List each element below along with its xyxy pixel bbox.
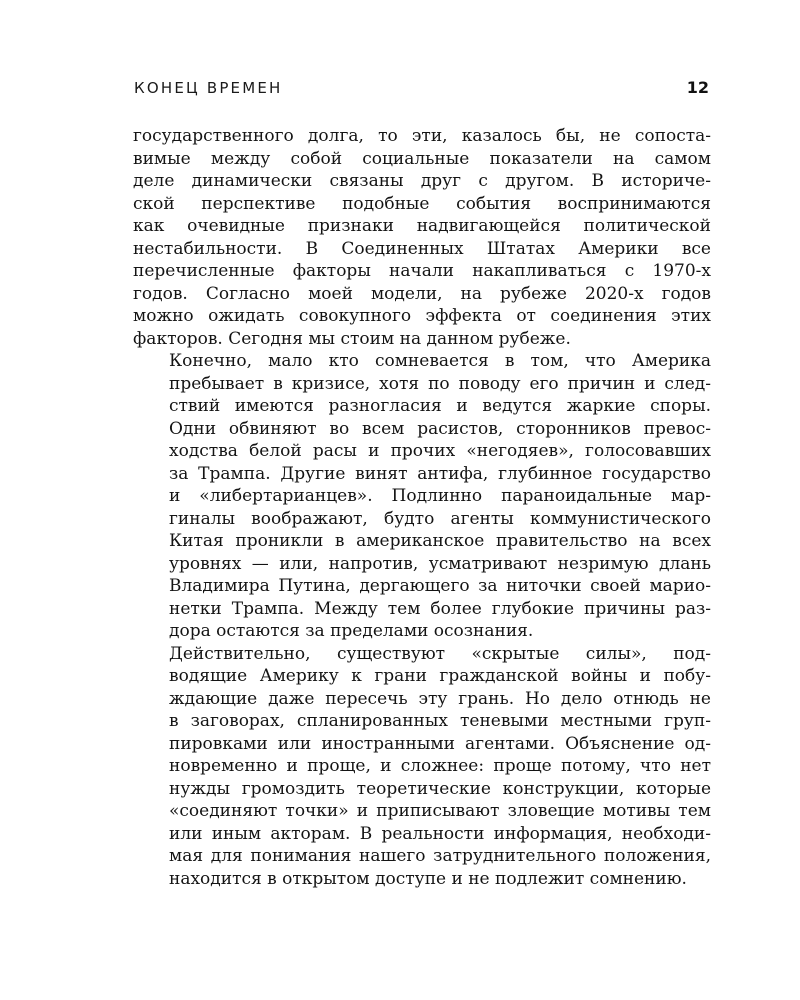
text-line: водящие Америку к грани гражданской войны и побу-: [169, 666, 711, 686]
text-line: ской перспективе подобные события воспринимаются: [133, 193, 711, 214]
text-line: гиналы воображают, будто агенты коммунистического: [169, 508, 711, 529]
text-line: годов. Согласно моей модели, на рубеже 2020-х годов: [133, 283, 711, 304]
paragraph: [133, 125, 711, 350]
paragraph: [133, 643, 711, 891]
text-line: можно ожидать совокупного эффекта от соединения этих: [133, 306, 711, 326]
page-number: 12: [686, 78, 709, 97]
text-line: Китая проникли в американское правительство на всех: [169, 531, 711, 551]
text-line: Конечно, мало кто сомневается в том, что Америка: [169, 351, 711, 371]
text-line: Действительно, существуют «скрытые силы», под-: [169, 643, 711, 664]
text-line: и «либертарианцев». Подлинно параноидальные мар-: [169, 486, 711, 506]
text-line: ждающие даже пересечь эту грань. Но дело отнюдь не: [169, 688, 711, 709]
text-line: факторов. Сегодня мы стоим на данном рубеже.: [133, 328, 571, 349]
text-line: как очевидные признаки надвигающейся политической: [133, 216, 711, 236]
text-line: уровнях — или, напротив, усматривают незримую длань: [169, 553, 711, 574]
body-text: [133, 125, 711, 890]
text-line: нужды громоздить теоретические конструкции, которые: [169, 778, 711, 799]
text-line: Одни обвиняют во всем расистов, сторонников превос-: [169, 418, 711, 439]
text-line: вимые между собой социальные показатели на самом: [133, 148, 711, 169]
text-line: ходства белой расы и прочих «негодяев», голосовавших: [169, 441, 711, 461]
text-line: «соединяют точки» и приписывают зловещие мотивы тем: [169, 801, 711, 821]
text-line: нетки Трампа. Между тем более глубокие причины раз-: [169, 598, 711, 619]
text-line: перечисленные факторы начали накапливаться с 1970-х: [133, 261, 711, 281]
running-title: КОНЕЦ ВРЕМЕН: [134, 79, 283, 97]
paragraph: [133, 350, 711, 643]
text-line: деле динамически связаны друг с другом. В историче-: [133, 171, 711, 191]
text-line: пировками или иностранными агентами. Объяснение од-: [169, 733, 711, 754]
text-line: мая для понимания нашего затруднительного положения,: [169, 846, 711, 866]
text-line: находится в открытом доступе и не подлежит сомнению.: [169, 868, 687, 889]
text-line: за Трампа. Другие винят антифа, глубинное государство: [169, 463, 711, 484]
text-line: ствий имеются разногласия и ведутся жаркие споры.: [169, 396, 711, 416]
text-line: Владимира Путина, дергающего за ниточки своей марио-: [169, 576, 711, 596]
text-line: пребывает в кризисе, хотя по поводу его причин и след-: [169, 373, 711, 394]
text-line: дора остаются за пределами осознания.: [169, 621, 534, 641]
text-line: новременно и проще, и сложнее: проще потому, что нет: [169, 756, 711, 776]
text-line: нестабильности. В Соединенных Штатах Америки все: [133, 238, 711, 259]
text-line: в заговорах, спланированных теневыми местными груп-: [169, 711, 711, 731]
text-line: или иным акторам. В реальности информация, необходи-: [169, 823, 711, 844]
text-line: государственного долга, то эти, казалось бы, не сопоста-: [133, 126, 711, 146]
